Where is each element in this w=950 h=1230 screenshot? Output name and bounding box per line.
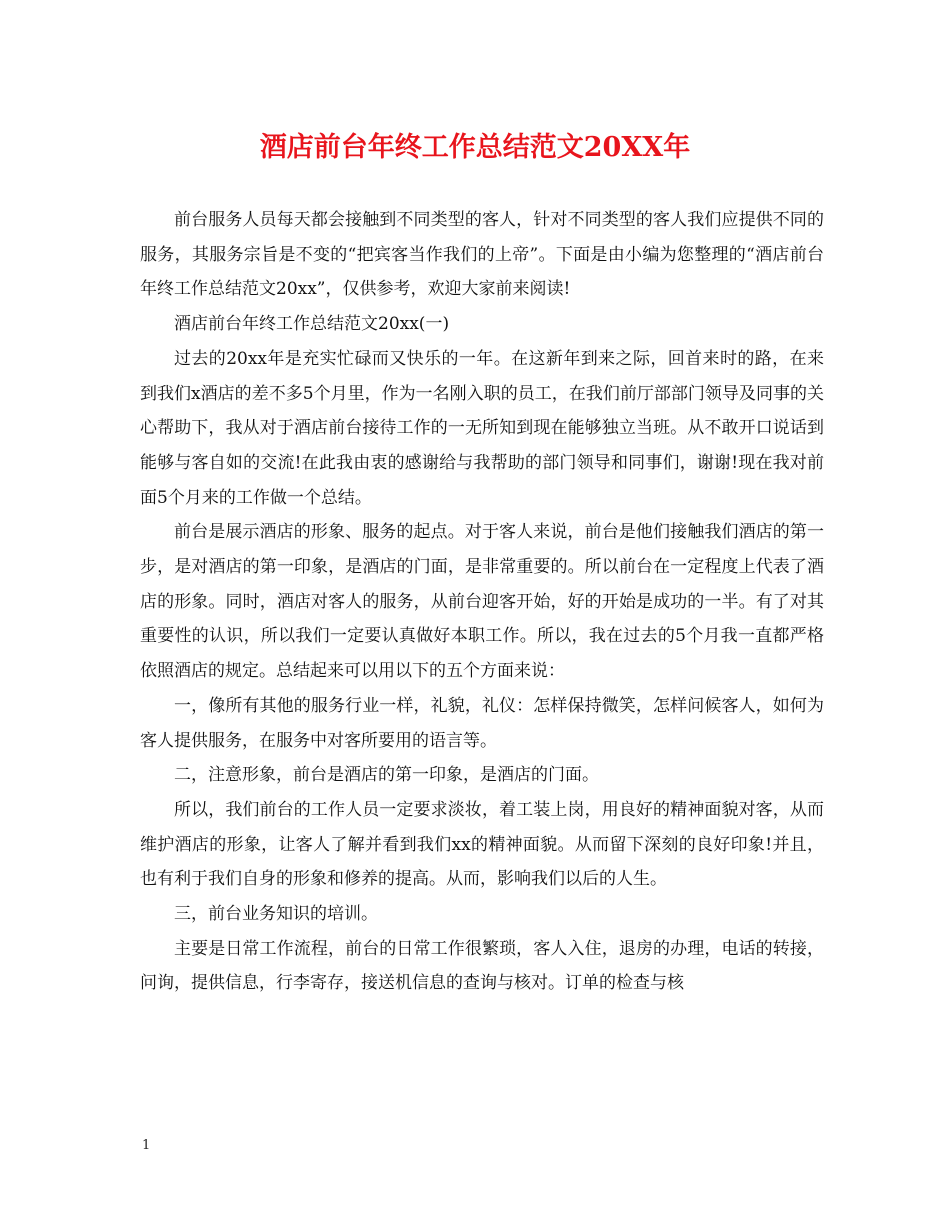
paragraph-front-desk-role: 前台是展示酒店的形象、服务的起点。对于客人来说，前台是他们接触我们酒店的第一步，是对酒店的第一印象，是酒店的门面，是非常重要的。所以前台在一定程度上代表了酒店的形象。同时，酒店对客人的服务，从前台迎客开始，好的开始是成功的一半。有了对其重要性的认识，所以我们一定要认真做好本职工作。所以，我在过去的5个月我一直都严格依照酒店的规定。总结起来可以用以下的五个方面来说： (140, 522, 824, 682)
paragraph-point-one: 一，像所有其他的服务行业一样，礼貌，礼仪：怎样保持微笑，怎样问候客人，如何为客人提供服务，在服务中对客所要用的语言等。 (140, 695, 824, 751)
page-number: 1 (142, 1138, 151, 1153)
paragraph-daily-workflow: 主要是日常工作流程，前台的日常工作很繁琐，客人入住，退房的办理，电话的转接，问询，提供信息，行李寄存，接送机信息的查询与核对。订单的检查与核 (140, 938, 824, 994)
document-body (140, 203, 824, 1001)
paragraph-review: 过去的20xx年是充实忙碌而又快乐的一年。在这新年到来之际，回首来时的路，在来到我们x酒店的差不多5个月里，作为一名刚入职的员工，在我们前厅部部门领导及同事的关心帮助下，我从对于酒店前台接待工作的一无所知到现在能够独立当班。从不敢开口说话到能够与客自如的交流!在此我由衷的感谢给与我帮助的部门领导和同事们，谢谢!现在我对前面5个月来的工作做一个总结。 (140, 348, 824, 508)
paragraph-section-heading: 酒店前台年终工作总结范文20xx(一) (174, 314, 450, 335)
paragraph-point-three: 三，前台业务知识的培训。 (174, 904, 378, 925)
paragraph-intro: 前台服务人员每天都会接触到不同类型的客人，针对不同类型的客人我们应提供不同的服务，其服务宗旨是不变的“把宾客当作我们的上帝”。下面是由小编为您整理的“酒店前台年终工作总结范文20xx”，仅供参考，欢迎大家前来阅读! (140, 210, 824, 300)
document-title: 酒店前台年终工作总结范文20XX年 (259, 132, 691, 163)
paragraph-point-two: 二，注意形象，前台是酒店的第一印象，是酒店的门面。 (174, 765, 599, 786)
paragraph-image-detail: 所以，我们前台的工作人员一定要求淡妆，着工装上岗，用良好的精神面貌对客，从而维护酒店的形象，让客人了解并看到我们xx的精神面貌。从而留下深刻的良好印象!并且，也有利于我们自身的形象和修养的提高。从而，影响我们以后的人生。 (140, 799, 824, 890)
